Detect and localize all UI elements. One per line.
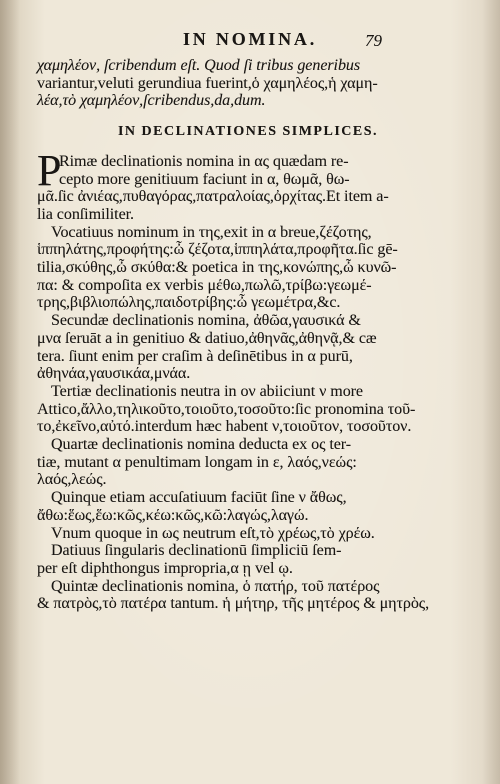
text-line-7: lia conſimiliter. — [37, 205, 134, 223]
text-line-27: per eſt diphthongus impropria,α ῃ vel ῳ. — [37, 559, 293, 577]
text-line-3: λέα,τὸ χαμηλέον,ſcribendus,da,dum. — [37, 92, 266, 110]
text-line-22: λαός,λεώς. — [37, 471, 107, 489]
text-line-14: μνα ſeruāt a in genitiuo & datiuo,ἀθηνᾶς,ἀθηνᾷ,& cæ — [37, 329, 377, 347]
text-line-26: Datiuus ſingularis declinationū ſimpliciū ſem- — [51, 542, 342, 560]
section-title: IN DECLINATIONES SIMPLICES. — [117, 124, 378, 140]
text-line-5: cepto more genitiuum faciunt in α, θωμᾶ, θω- — [59, 170, 350, 188]
text-line-10: tilia,σκύθης,ὦ σκύθα:& poetica in της,κονώπης,ὦ κυνῶ- — [37, 259, 397, 277]
text-line-28: Quintæ declinationis nomina, ὁ πατήρ, τοῦ πατέρος — [51, 577, 380, 595]
text-line-20: Quartæ declinationis nomina deducta ex ος ter- — [51, 436, 352, 454]
drop-cap-letter: P — [37, 145, 62, 195]
text-line-18: Attico,ἄλλο,τηλικοῦτο,τοιοῦτο,τοσοῦτο:ſic pronomina τοῦ- — [37, 400, 416, 418]
right-page-edge-shadow — [482, 0, 500, 784]
page-number: 79 — [365, 31, 382, 50]
text-line-15: tera. ſiunt enim per craſim à deſinētibus in α purū, — [37, 347, 353, 365]
text-line-8: Vocatiuus nominum in της,exit in α breue,ζέζοτης, — [51, 223, 372, 241]
text-line-12: τρης,βιβλιοπώλης,παιδοτρίβης:ὦ γεωμέτρα,&c. — [37, 294, 341, 312]
text-line-17: Tertiæ declinationis neutra in ον abiiciunt ν more — [51, 382, 363, 400]
text-line-13: Secundæ declinationis nomina, ἀθῶα,γαυσικά & — [51, 312, 361, 330]
text-line-4: Rimæ declinationis nomina in ας quædam re- — [59, 152, 349, 170]
text-line-1: χαμηλέον, ſcribendum eſt. Quod ſi tribus generibus — [37, 57, 361, 74]
left-page-edge-shadow — [0, 0, 20, 784]
text-line-23: Quinque etiam accuſatiuum faciūt ſine ν ἄθως, — [51, 489, 347, 507]
text-line-6: μᾶ.ſic ἀνιέας,πυθαγόρας,πατραλοίας,ὀρχίτας.Et item a- — [37, 188, 389, 206]
text-line-16: ἀθηνάα,γαυσικάα,μνάα. — [37, 365, 191, 383]
text-line-24: ἄθω:ἕως,ἕω:κῶς,κέω:κῶς,κῶ:λαγώς,λαγώ. — [37, 506, 309, 524]
text-line-29: & πατρὸς,τὸ πατέρα tantum. ἡ μήτηρ, τῆς μητέρος & μητρὸς, — [37, 595, 430, 613]
page-header — [0, 30, 500, 54]
text-line-9: ἱππηλάτης,προφήτης:ὦ ζέζοτα,ἱππηλάτα,προφῆτα.ſic gē- — [37, 241, 398, 259]
text-line-25: Vnum quoque in ως neutrum eſt,τὸ χρέως,τὸ χρέω. — [51, 524, 375, 542]
page-text-block — [37, 57, 459, 613]
text-line-19: το,ἐκεῖνο,αὐτό.interdum hæc habent ν,τοιοῦτον, τοσοῦτον. — [37, 418, 412, 436]
text-line-11: πα: & compoſita ex verbis μέθω,πωλῶ,τρίβω:γεωμέ- — [37, 276, 372, 294]
text-line-2: variantur,veluti gerundiua fuerint,ὁ χαμηλέος,ἡ χαμη- — [37, 74, 378, 92]
running-title: IN NOMINA. — [183, 29, 317, 49]
text-line-21: tiæ, mutant α penultimam longam in ε, λαός,νεώς: — [37, 453, 357, 471]
